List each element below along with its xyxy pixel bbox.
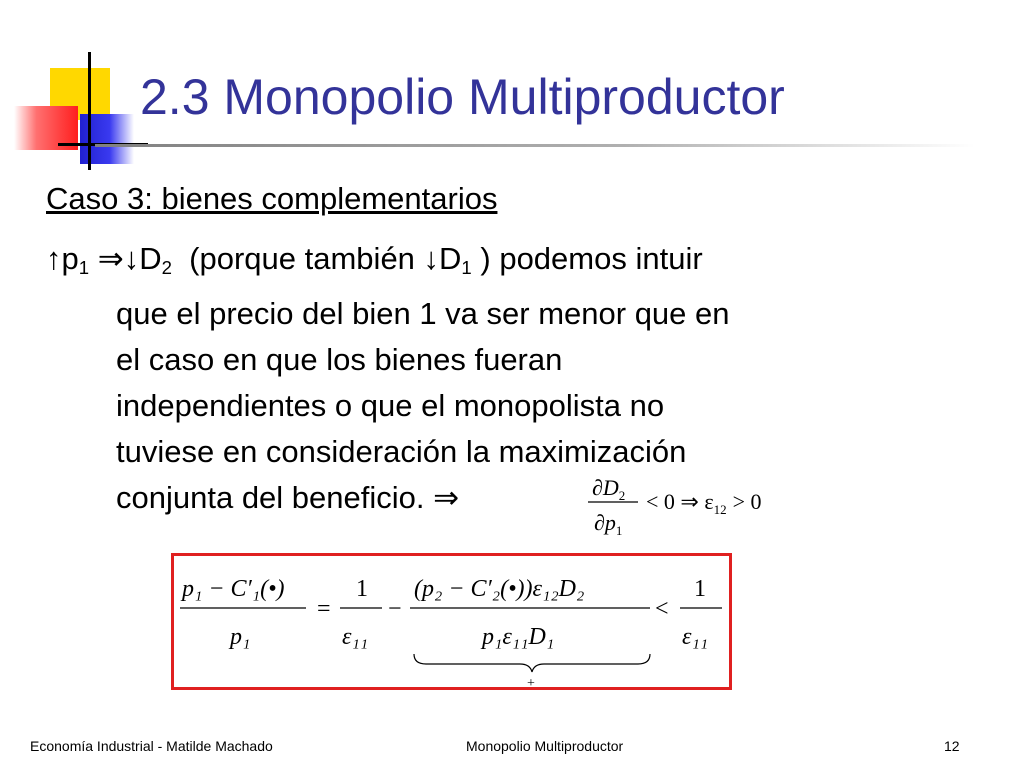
lhs-denominator: p₁ [230,624,251,650]
paren-sub: 1 [461,257,472,279]
logo-vertical-line [88,52,91,170]
var-D: D [139,241,162,276]
arrow-up-symbol: ↑ [46,241,62,276]
slide-title: 2.3 Monopolio Multiproductor [140,69,785,125]
lhs-numerator: p₁ − C′₁(•) [182,576,285,602]
less-than-sign: < [655,596,669,622]
minus-sign: − [388,596,402,622]
deriv-numerator: $\partial D_2$ [592,475,626,503]
footer-page-number: 12 [944,738,960,754]
body-line: tuviese en consideración la maximización [116,434,687,470]
body-line: el caso en que los bienes fueran [116,342,563,378]
deriv-denominator: $\partial p_1$ [594,510,623,538]
footer-topic: Monopolio Multiproductor [466,738,624,754]
term1-denominator: ε₁₁ [342,624,369,650]
equals-sign: = [317,596,331,622]
formula-box [171,553,732,690]
markup-formula [174,556,729,687]
term2-denominator: p₁ε₁₁D₁ [482,624,555,650]
derivative-inequality [580,470,830,550]
brace-label: + [527,676,535,687]
inequality-rest: < 0 ⇒ $\varepsilon_{12} > 0$ [646,489,762,517]
rhs-denominator: ε₁₁ [682,624,709,650]
title-underline-rule [95,144,975,147]
implies-down-symbol: ⇒↓ [97,241,140,276]
term2-numerator: (p₂ − C′₂(•))ε₁₂D₂ [414,576,585,602]
term1-numerator: 1 [356,576,368,602]
body-line: que el precio del bien 1 va ser menor que en [116,296,730,332]
underbrace [414,654,650,672]
first-line [46,241,703,279]
sub-1: 1 [78,257,90,279]
paren-open-text: (porque también ↓D [189,241,462,276]
var-p: p [61,241,79,276]
body-line: independientes o que el monopolista no [116,388,665,424]
body-line: conjunta del beneficio. ⇒ [116,480,460,516]
case-heading: Caso 3: bienes complementarios [46,181,498,216]
rhs-numerator: 1 [694,576,706,602]
paren-close-text: ) podemos intuir [480,241,703,276]
footer-author: Economía Industrial - Matilde Machado [30,738,273,754]
sub-2: 2 [161,257,172,279]
